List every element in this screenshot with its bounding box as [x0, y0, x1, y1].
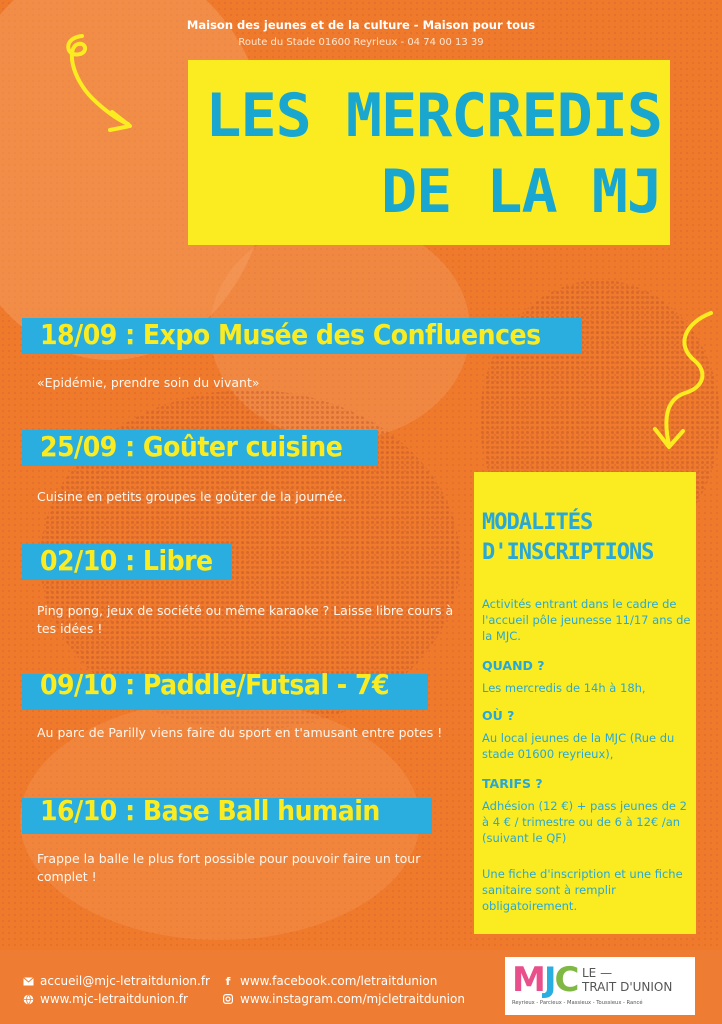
globe-icon: [22, 993, 34, 1005]
email-text: accueil@mjc-letraitdunion.fr: [40, 974, 210, 988]
page-title: [205, 78, 662, 230]
event-title: 02/10 : Libre: [40, 544, 213, 577]
price-label: TARIFS ?: [482, 776, 543, 791]
event-description: Au parc de Parilly viens faire du sport en t'amusant entre potes !: [37, 725, 443, 740]
organization-address: Route du Stade 01600 Reyrieux - 04 74 00 13 39: [238, 37, 484, 48]
logo-towns: Reyrieux - Parcieux - Massieux - Toussieux - Rancé: [512, 1000, 643, 1006]
facebook-text: www.facebook.com/letraitdunion: [240, 974, 438, 988]
info-title: [482, 508, 653, 568]
logo-mjc: MJC: [512, 960, 578, 1000]
event-description: Cuisine en petits groupes le goûter de la journée.: [37, 489, 347, 504]
facebook-link[interactable]: [222, 974, 437, 988]
price-text: Adhésion (12 €) + pass jeunes de 2 à 4 € / trimestre ou de 6 à 12€ /an (suivant le QF): [482, 799, 687, 845]
arrow-icon: [52, 28, 142, 138]
mail-icon: [22, 975, 34, 987]
title-line-2: DE LA MJ: [381, 157, 662, 227]
instagram-link[interactable]: [222, 992, 465, 1006]
logo-trait: TRAIT D'UNION: [582, 980, 673, 994]
website-text: www.mjc-letraitdunion.fr: [40, 992, 188, 1006]
arrow-icon: [645, 305, 720, 455]
info-footer-text: Une fiche d'inscription et une fiche sanitaire sont à remplir obligatoirement.: [482, 867, 683, 913]
info-intro: Activités entrant dans le cadre de l'accueil pôle jeunesse 11/17 ans de la MJC.: [482, 597, 691, 643]
instagram-icon: [222, 993, 234, 1005]
logo-name: [582, 966, 672, 994]
info-title-line-1: MODALITÉS: [482, 510, 593, 535]
event-title: 18/09 : Expo Musée des Confluences: [40, 318, 541, 351]
instagram-text: www.instagram.com/mjcletraitdunion: [240, 992, 465, 1006]
when-text: Les mercredis de 14h à 18h,: [482, 681, 646, 695]
event-description: «Epidémie, prendre soin du vivant»: [37, 375, 260, 390]
event-description: Frappe la balle le plus fort possible pour pouvoir faire un tour complet !: [37, 851, 421, 884]
info-title-line-2: D'INSCRIPTIONS: [482, 540, 654, 565]
event-title: 16/10 : Base Ball humain: [40, 794, 380, 827]
website-link[interactable]: [22, 992, 188, 1006]
email-link[interactable]: [22, 974, 210, 988]
event-description: Ping pong, jeux de société ou même karaoke ? Laisse libre cours à tes idées !: [37, 603, 454, 636]
logo-le: LE —: [582, 966, 613, 980]
event-title: 09/10 : Paddle/Futsal - 7€: [40, 668, 390, 701]
event-title: 25/09 : Goûter cuisine: [40, 430, 343, 463]
facebook-icon: f: [225, 974, 231, 988]
where-label: OÙ ?: [482, 708, 515, 723]
organization-name: Maison des jeunes et de la culture - Maison pour tous: [186, 18, 536, 32]
title-line-1: LES MERCREDIS: [205, 81, 662, 151]
where-text: Au local jeunes de la MJC (Rue du stade 01600 reyrieux),: [482, 731, 675, 761]
when-label: QUAND ?: [482, 658, 545, 673]
